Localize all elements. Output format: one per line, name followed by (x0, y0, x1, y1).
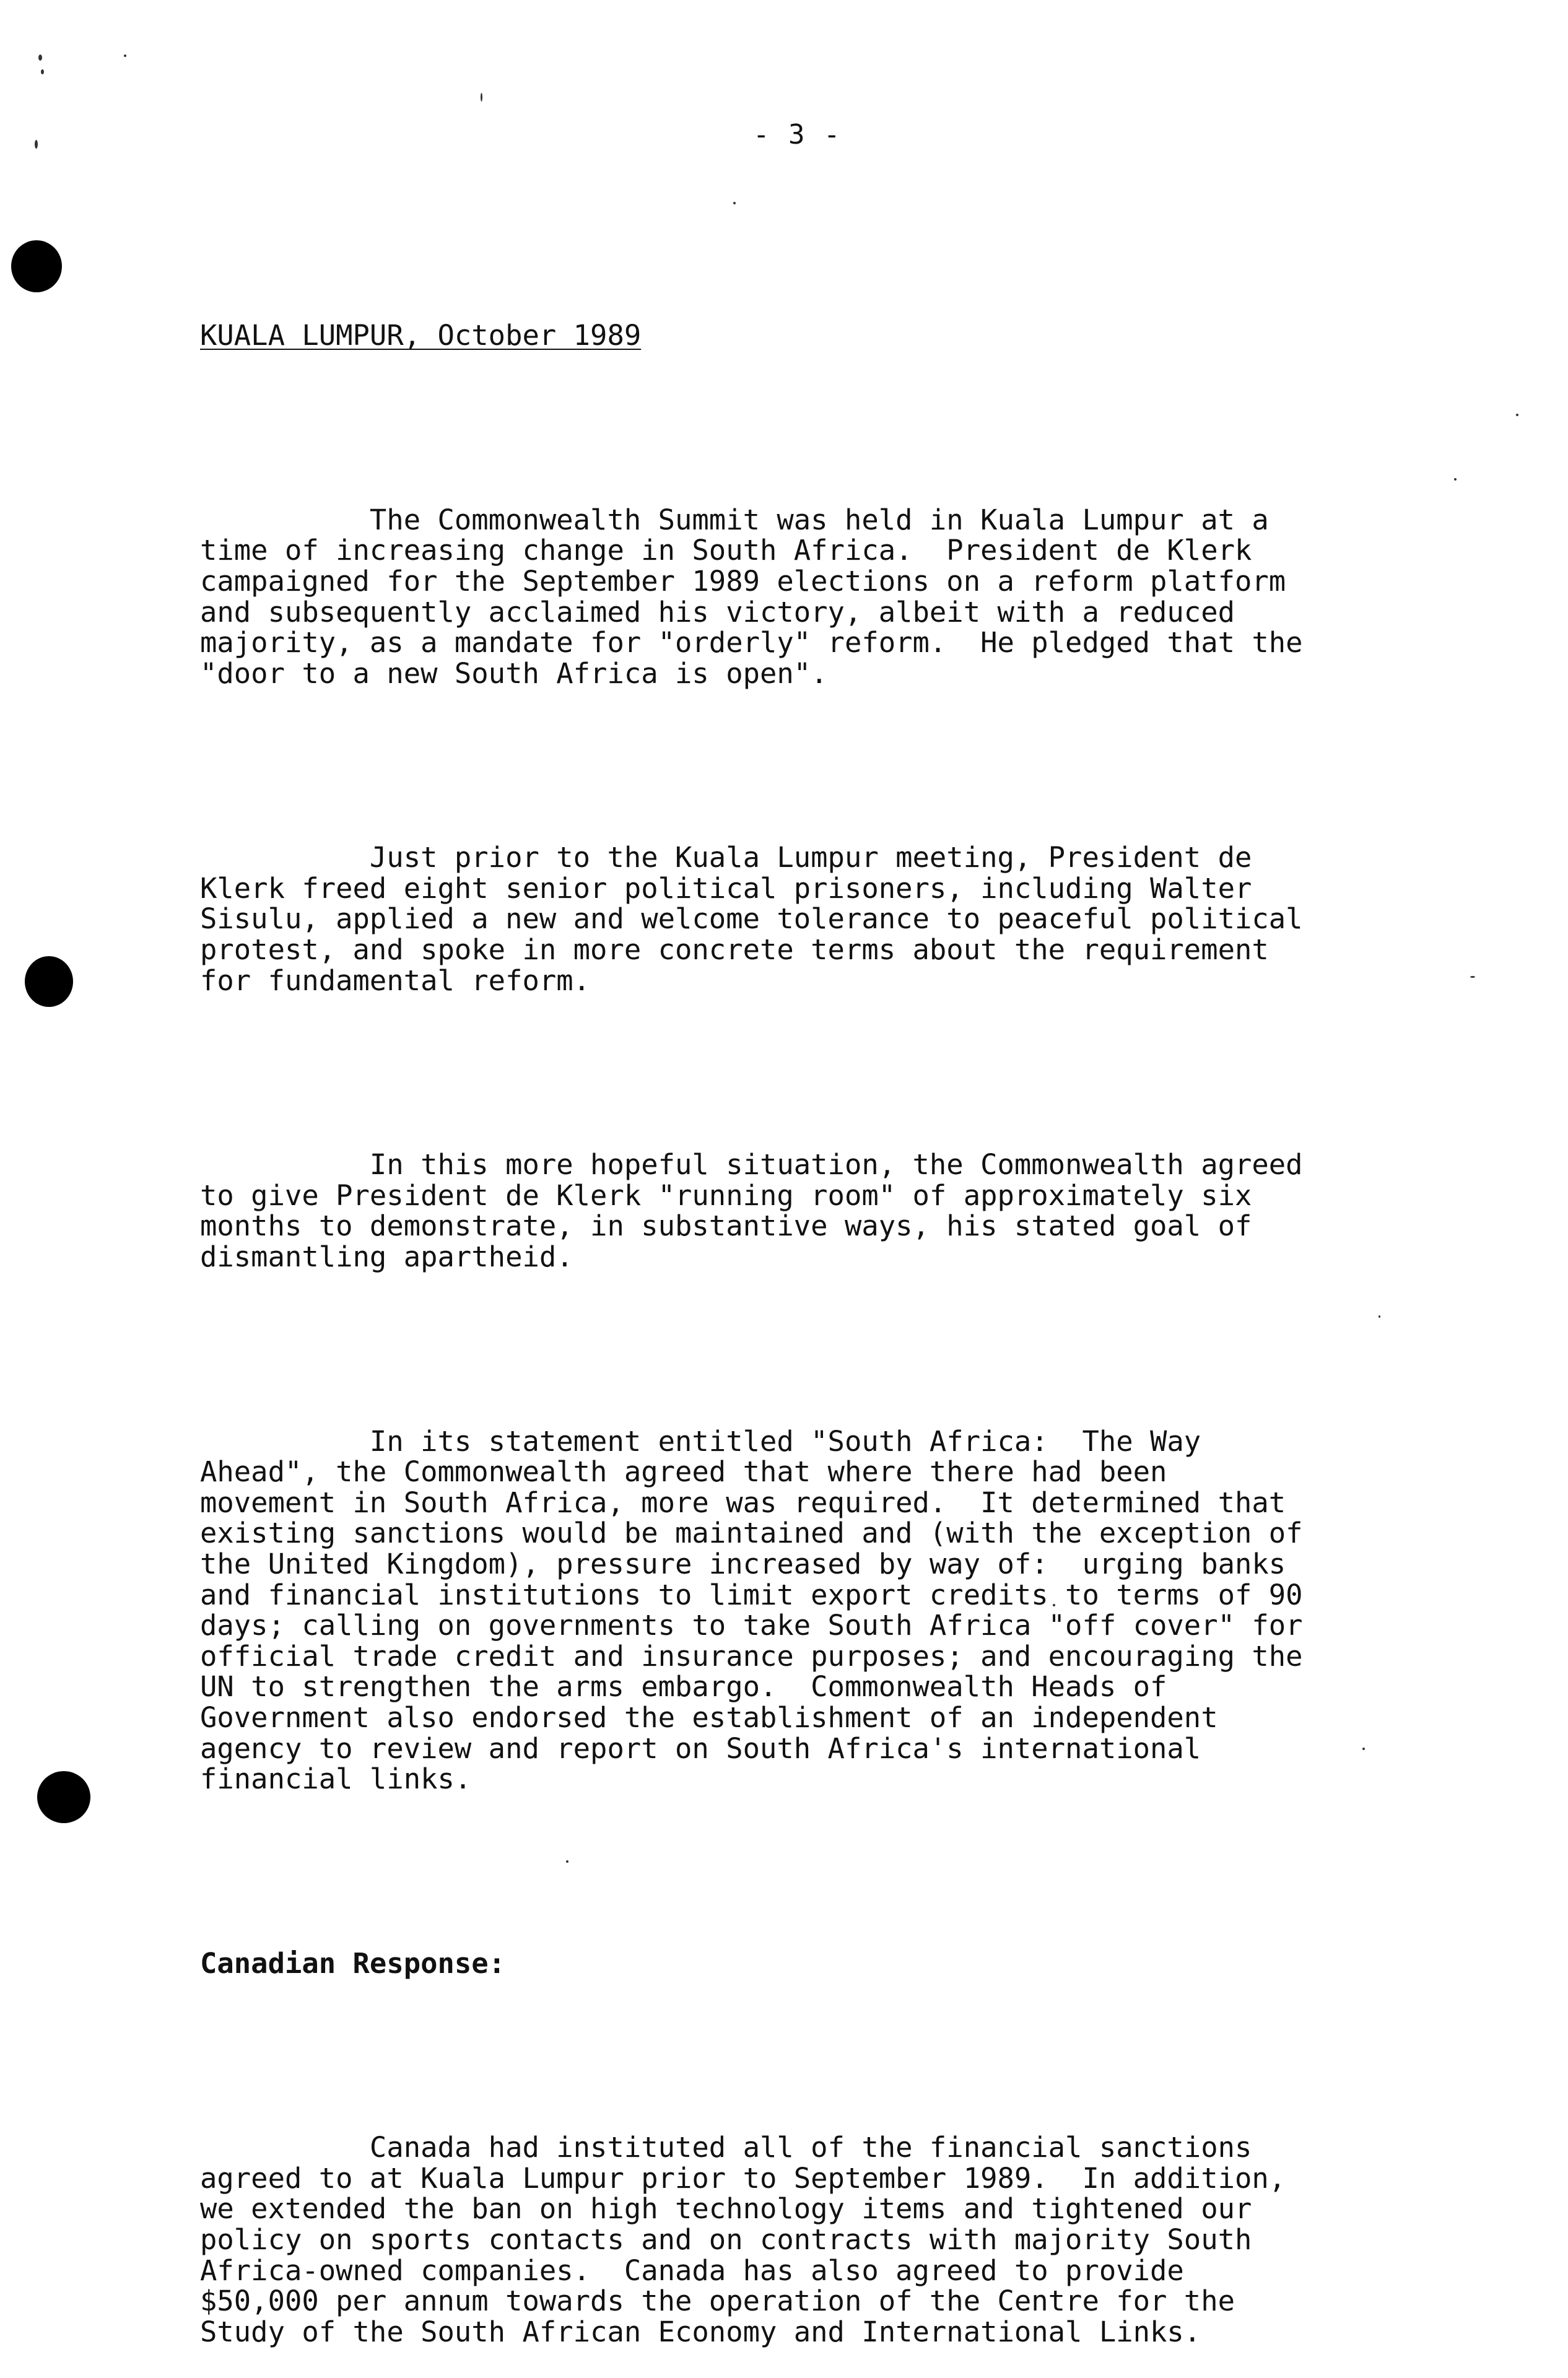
punch-hole-top (11, 240, 62, 292)
paragraph-summit-context: The Commonwealth Summit was held in Kuala Lumpur at a time of increasing change in South Africa. President de Klerk campaigned for the September 1989 elections on a reform platform and subsequently acclaimed his victory, albeit with a reduced majority, as a mandate for "orderly" reform. He pledged that the "door to a new South Africa is open". (200, 503, 1303, 690)
paragraph-canadian-response: Canada had instituted all of the financial sanctions agreed to at Kuala Lumpur prior to September 1989. In addition, we extended the ban on high technology items and tightened our policy on sports contacts and on contracts with majority South Africa-owned companies. Canada has also agreed to provide $50,000 per annum towards the operation of the Centre for the Study of the South African Economy and International Links. (200, 2131, 1286, 2348)
spacer (200, 751, 1414, 782)
scan-speck (124, 54, 126, 57)
scan-speck (1470, 976, 1475, 978)
paragraph-commonwealth-statement: In its statement entitled "South Africa: The Way Ahead", the Commonwealth agreed that where there had been movement in South Africa, more was required. It determined that existing sanctions would be maintained and (with the exception of the United Kingdom), pressure increased by way of: urging banks and financial institutions to limit export credits to terms of 90 days; calling on governments to take South Africa "off cover" for official trade credit and insurance purposes; and encouraging the UN to strengthen the arms embargo. Commonwealth Heads of Government also endorsed the establishment of an independent agency to review and report on South Africa's international financial links. (200, 1424, 1303, 1796)
spacer (200, 1856, 1414, 1887)
scan-speck (1516, 414, 1518, 416)
punch-hole-middle (25, 956, 73, 1007)
subheading-canadian-response: Canadian Response: (200, 1946, 506, 1980)
scan-speck (481, 93, 482, 102)
spacer (200, 1057, 1414, 1088)
scan-speck (733, 202, 736, 204)
spacer (200, 2040, 1414, 2071)
spacer (200, 412, 1414, 443)
paragraph-prisoner-release: Just prior to the Kuala Lumpur meeting, President de Klerk freed eight senior political prisoners, including Walter Sisulu, applied a new and welcome tolerance to peaceful political protest, and spoke in more concrete terms about the requirement for fundamental reform. (200, 841, 1303, 997)
scan-speck (41, 69, 44, 74)
spacer (200, 1334, 1414, 1365)
paragraph-running-room: In this more hopeful situation, the Commonwealth agreed to give President de Klerk "running room" of approximately six months to demonstrate, in substantive ways, his stated goal of dismantling apartheid. (200, 1148, 1303, 1273)
document-body (200, 259, 1414, 2378)
scan-speck (1454, 478, 1457, 481)
section-heading: KUALA LUMPUR, October 1989 (200, 319, 642, 352)
scan-speck (38, 54, 42, 61)
page-number: - 3 - (753, 119, 842, 150)
scan-speck (35, 140, 38, 149)
punch-hole-bottom (37, 1771, 90, 1823)
